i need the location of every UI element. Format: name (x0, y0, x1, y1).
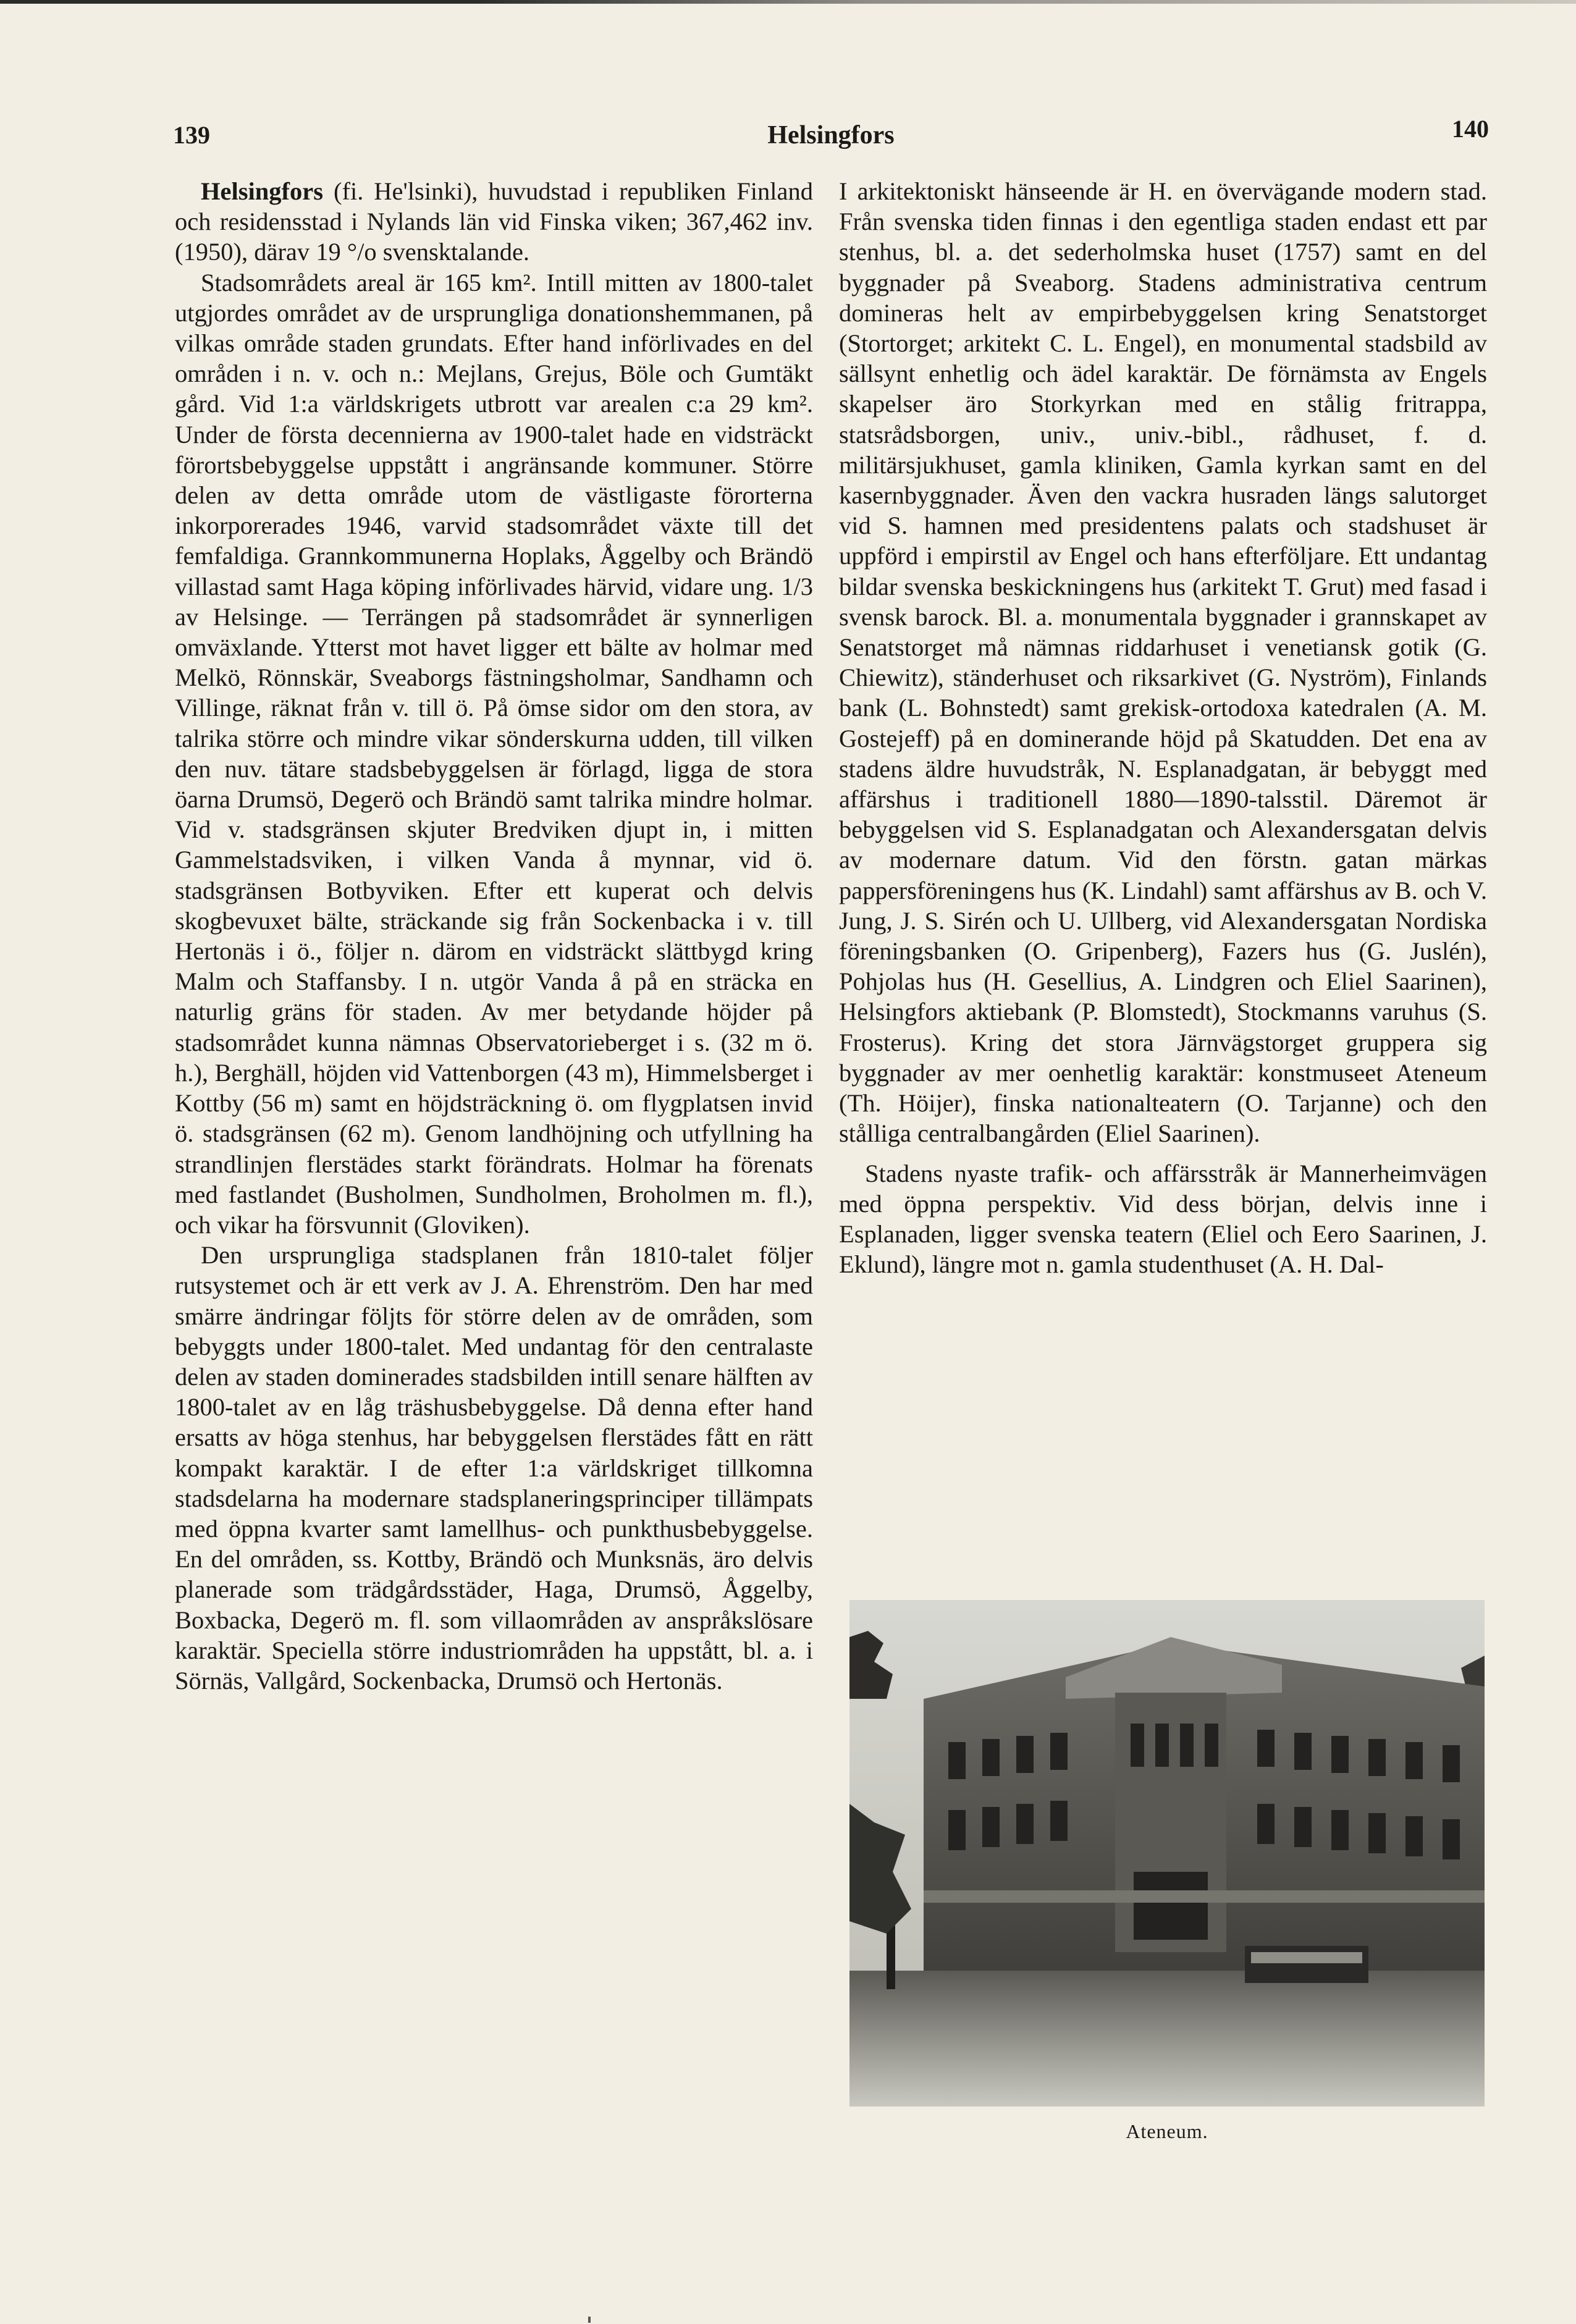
geography-paragraph: Stadsområdets areal är 165 km². Intill mitten av 1800-talet utgjordes området av de ursprungliga donationshemmanen, på vilkas område staden grundats. Efter hand införlivades en del områden i n. v. och n.: Mejlans, Grejus, Böle och Gumtäkt gård. Vid 1:a världskrigets utbrott var arealen c:a 29 km². Under de första decennierna av 1900-talet hade en vidsträckt förortsbebyggelse uppstått i angränsande kommuner. Större delen av detta område utom de västligaste förorterna inkorporerades 1946, varvid stadsområdet växte till det femfaldiga. Grannkommunerna Hoplaks, Åggelby och Brändö villastad samt Haga köping införlivades härvid, vidare ung. 1/3 av Helsinge. — Terrängen på stadsområdet är synnerligen omväxlande. Ytterst mot havet ligger ett bälte av holmar med Melkö, Rönnskär, Sveaborgs fästningsholmar, Sandhamn och Villinge, räknat från v. till ö. På ömse sidor om den stora, av talrika större och mindre vikar sönderskurna udden, till vilken den nuv. tätare stadsbebyggelsen är förlagd, ligga de stora öarna Drumsö, Degerö och Brändö samt talrika mindre holmar. Vid v. stadsgränsen skjuter Bredviken djupt in, i mitten Gammelstadsviken, i vilken Vanda å mynnar, vid ö. stadsgränsen Botbyviken. Efter ett kuperat och delvis skogbevuxet bälte, sträckande sig från Sockenbacka i v. till Hertonäs i ö., följer n. därom en vidsträckt slättbygd kring Malm och Staffansby. I n. utgör Vanda å på en sträcka en naturlig gräns för staden. Av mer betydande höjder på stadsområdet kunna nämnas Observatorieberget i s. (32 m ö. h.), Berghäll, höjden vid Vattenborgen (43 m), Himmelsberget i Kottby (56 m) samt en höjdsträckning ö. om flygplatsen invid ö. stadsgränsen (62 m). Genom landhöjning och utfyllning ha strandlinjen flerstädes starkt förändrats. Holmar ha förenats med fastlandet (Busholmen, Sundholmen, Broholmen m. fl.), och vikar ha försvunnit (Gloviken). (175, 268, 813, 1239)
entry-intro-paragraph (175, 176, 813, 267)
entry-headword: Helsingfors (201, 177, 323, 205)
figure-caption: Ateneum. (1126, 2120, 1208, 2142)
mannerheimvagen-paragraph: Stadens nyaste trafik- och affärsstråk är Mannerheimvägen med öppna perspektiv. Vid dess början, delvis inne i Esplanaden, ligger svenska teatern (Eliel och Eero Saarinen, J. Eklund), längre mot n. gamla studenthuset (A. H. Dal- (839, 1159, 1487, 1279)
left-text-column (175, 176, 813, 1696)
entry-intro-text: (fi. He'lsinki), huvudstad i republiken Finland och residensstad i Nylands län vid Finska viken; 367,462 inv. (1950), därav 19 °/o svensktalande. (175, 177, 813, 266)
ateneum-photograph (849, 1600, 1485, 2107)
ateneum-building-illustration (849, 1600, 1485, 2107)
right-page-number: 140 (1452, 115, 1489, 143)
left-page-number: 139 (173, 121, 210, 149)
top-scan-edge (0, 0, 1576, 4)
city-plan-paragraph: Den ursprungliga stadsplanen från 1810-talet följer rutsystemet och är ett verk av J. A. Ehrenström. Den har med smärre ändringar följts för större delen av de områden, som bebyggts under 1800-talet. Med undantag för den centralaste delen av staden dominerades stadsbilden intill senare hälften av 1800-talet av en låg träshusbebyggelse. Då denna efter hand ersatts av höga stenhus, har bebyggelsen flerstädes fått en rätt kompakt karaktär. I de efter 1:a världskriget tillkomna stadsdelarna ha modernare stadsplaneringsprinciper tillämpats med öppna kvarter samt lamellhus- och punkthusbebyggelse. En del områden, ss. Kottby, Brändö och Munksnäs, äro delvis planerade som trädgårdsstäder, Haga, Drumsö, Åggelby, Boxbacka, Degerö m. fl. som villaområden av anspråkslösare karaktär. Speciella större industriområden ha uppstått, bl. a. i Sörnäs, Vallgård, Sockenbacka, Drumsö och Hertonäs. (175, 1241, 813, 1695)
scan-speck (588, 2317, 591, 2323)
architecture-paragraph: I arkitektoniskt hänseende är H. en övervägande modern stad. Från svenska tiden finnas i den egentliga staden endast ett par stenhus, bl. a. det sederholmska huset (1757) samt en del byggnader på Sveaborg. Stadens administrativa centrum domineras helt av empirbebyggelsen kring Senatstorget (Stortorget; arkitekt C. L. Engel), en monumental stadsbild av sällsynt enhetlig och ädel karaktär. De förnämsta av Engels skapelser äro Storkyrkan med en stålig fritrappa, statsrådsborgen, univ., univ.-bibl., rådhuset, f. d. militärsjukhuset, gamla kliniken, Gamla kyrkan samt en del kasernbyggnader. Även den vackra husraden längs salutorget vid S. hamnen med presidentens palats och stadshuset är uppförd i empirstil av Engel och hans efterföljare. Ett undantag bildar svenska beskickningens hus (arkitekt T. Grut) med fasad i svensk barock. Bl. a. monumentala byggnader i grannskapet av Senatstorget må nämnas riddarhuset i venetiansk gotik (G. Chiewitz), ständerhuset och riksarkivet (G. Nyström), Finlands bank (L. Bohnstedt) samt grekisk-ortodoxa katedralen (A. M. Gostejeff) på en dominerande höjd på Skatudden. Det ena av stadens äldre huvudstråk, N. Esplanadgatan, är bebyggt med affärshus i traditionell 1880—1890-talsstil. Däremot är bebyggelsen vid S. Esplanadgatan och Alexandersgatan delvis av modernare datum. Vid den förstn. gatan märkas pappersföreningens hus (K. Lindahl) samt affärshus av B. och V. Jung, J. S. Sirén och U. Ullberg, vid Alexandersgatan Nordiska föreningsbanken (O. Gripenberg), Fazers hus (G. Juslén), Pohjolas hus (H. Gesellius, A. Lindgren och Eliel Saarinen), Helsingfors aktiebank (P. Blomstedt), Stockmanns varuhus (S. Frosterus). Kring det stora Järnvägstorget gruppera sig byggnader av mer oenhetlig karaktär: konstmuseet Ateneum (Th. Höijer), finska nationalteatern (O. Tarjanne) och den stålliga centralbangården (Eliel Saarinen). (839, 177, 1487, 1148)
right-text-column (839, 176, 1487, 1279)
running-title: Helsingfors (767, 121, 895, 149)
